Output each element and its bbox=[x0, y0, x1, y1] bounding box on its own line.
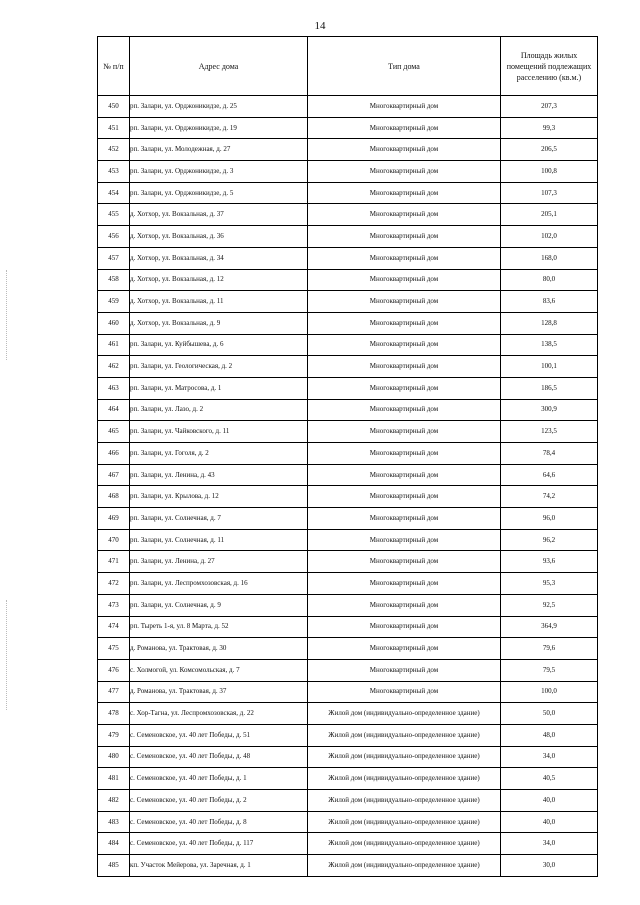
row-number: 472 bbox=[98, 573, 130, 595]
row-area: 40,0 bbox=[501, 790, 598, 812]
row-area: 100,8 bbox=[501, 161, 598, 183]
row-address: рп. Залари, ул. Молодежная, д. 27 bbox=[130, 139, 308, 161]
row-address: д. Романова, ул. Трактовая, д. 37 bbox=[130, 681, 308, 703]
row-house-type: Жилой дом (индивидуально-определенное здание) bbox=[308, 746, 501, 768]
table-row bbox=[98, 291, 598, 313]
row-number: 462 bbox=[98, 356, 130, 378]
row-house-type: Многоквартирный дом bbox=[308, 508, 501, 530]
row-area: 123,5 bbox=[501, 421, 598, 443]
row-number: 475 bbox=[98, 638, 130, 660]
table-row bbox=[98, 811, 598, 833]
row-area: 128,8 bbox=[501, 312, 598, 334]
row-area: 95,3 bbox=[501, 573, 598, 595]
row-house-type: Многоквартирный дом bbox=[308, 182, 501, 204]
row-house-type: Многоквартирный дом bbox=[308, 421, 501, 443]
row-number: 474 bbox=[98, 616, 130, 638]
table-row bbox=[98, 703, 598, 725]
row-number: 469 bbox=[98, 508, 130, 530]
row-number: 467 bbox=[98, 464, 130, 486]
row-house-type: Жилой дом (индивидуально-определенное здание) bbox=[308, 724, 501, 746]
row-address: д. Хотхор, ул. Вокзальная, д. 36 bbox=[130, 226, 308, 248]
table-row bbox=[98, 312, 598, 334]
row-area: 102,0 bbox=[501, 226, 598, 248]
row-address: рп. Залари, ул. Матросова, д. 1 bbox=[130, 377, 308, 399]
table-row bbox=[98, 594, 598, 616]
row-address: с. Семеновское, ул. 40 лет Победы, д. 2 bbox=[130, 790, 308, 812]
row-address: рп. Залари, ул. Орджоникидзе, д. 19 bbox=[130, 117, 308, 139]
row-house-type: Многоквартирный дом bbox=[308, 573, 501, 595]
row-number: 461 bbox=[98, 334, 130, 356]
table-row bbox=[98, 182, 598, 204]
table-row bbox=[98, 529, 598, 551]
table-row bbox=[98, 226, 598, 248]
row-house-type: Многоквартирный дом bbox=[308, 464, 501, 486]
row-area: 34,0 bbox=[501, 746, 598, 768]
row-area: 64,6 bbox=[501, 464, 598, 486]
row-house-type: Многоквартирный дом bbox=[308, 529, 501, 551]
row-house-type: Многоквартирный дом bbox=[308, 161, 501, 183]
row-number: 458 bbox=[98, 269, 130, 291]
row-house-type: Жилой дом (индивидуально-определенное здание) bbox=[308, 833, 501, 855]
row-area: 74,2 bbox=[501, 486, 598, 508]
table-row bbox=[98, 724, 598, 746]
table-row bbox=[98, 833, 598, 855]
table-row bbox=[98, 117, 598, 139]
row-number: 451 bbox=[98, 117, 130, 139]
row-number: 460 bbox=[98, 312, 130, 334]
row-address: кп. Участок Мейерова, ул. Заречная, д. 1 bbox=[130, 855, 308, 877]
row-area: 79,5 bbox=[501, 659, 598, 681]
row-number: 478 bbox=[98, 703, 130, 725]
row-number: 454 bbox=[98, 182, 130, 204]
table-row bbox=[98, 421, 598, 443]
row-address: рп. Залари, ул. Солнечная, д. 7 bbox=[130, 508, 308, 530]
row-house-type: Многоквартирный дом bbox=[308, 399, 501, 421]
table-row bbox=[98, 616, 598, 638]
table-row bbox=[98, 659, 598, 681]
row-house-type: Многоквартирный дом bbox=[308, 312, 501, 334]
row-house-type: Жилой дом (индивидуально-определенное здание) bbox=[308, 790, 501, 812]
table-row bbox=[98, 96, 598, 118]
row-house-type: Жилой дом (индивидуально-определенное здание) bbox=[308, 811, 501, 833]
row-number: 484 bbox=[98, 833, 130, 855]
row-house-type: Многоквартирный дом bbox=[308, 638, 501, 660]
row-area: 34,0 bbox=[501, 833, 598, 855]
header-address: Адрес дома bbox=[130, 37, 308, 96]
table-row bbox=[98, 790, 598, 812]
row-address: д. Романова, ул. Трактовая, д. 30 bbox=[130, 638, 308, 660]
row-house-type: Многоквартирный дом bbox=[308, 681, 501, 703]
row-house-type: Многоквартирный дом bbox=[308, 334, 501, 356]
row-address: д. Хотхор, ул. Вокзальная, д. 37 bbox=[130, 204, 308, 226]
row-area: 100,0 bbox=[501, 681, 598, 703]
row-address: с. Семеновское, ул. 40 лет Победы, д. 48 bbox=[130, 746, 308, 768]
row-house-type: Многоквартирный дом bbox=[308, 139, 501, 161]
row-area: 364,9 bbox=[501, 616, 598, 638]
row-house-type: Многоквартирный дом bbox=[308, 204, 501, 226]
row-area: 168,0 bbox=[501, 247, 598, 269]
row-address: рп. Залари, ул. Ленина, д. 43 bbox=[130, 464, 308, 486]
header-type: Тип дома bbox=[308, 37, 501, 96]
row-house-type: Многоквартирный дом bbox=[308, 96, 501, 118]
row-area: 99,3 bbox=[501, 117, 598, 139]
row-address: рп. Залари, ул. Крылова, д. 12 bbox=[130, 486, 308, 508]
row-address: д. Хотхор, ул. Вокзальная, д. 12 bbox=[130, 269, 308, 291]
row-number: 463 bbox=[98, 377, 130, 399]
scan-margin-marks-lower bbox=[6, 600, 9, 710]
row-area: 40,0 bbox=[501, 811, 598, 833]
housing-table bbox=[97, 36, 598, 877]
table-row bbox=[98, 638, 598, 660]
table-row bbox=[98, 508, 598, 530]
row-house-type: Многоквартирный дом bbox=[308, 117, 501, 139]
row-house-type: Многоквартирный дом bbox=[308, 594, 501, 616]
row-area: 80,0 bbox=[501, 269, 598, 291]
row-area: 50,0 bbox=[501, 703, 598, 725]
row-area: 79,6 bbox=[501, 638, 598, 660]
table-row bbox=[98, 247, 598, 269]
row-area: 100,1 bbox=[501, 356, 598, 378]
scan-margin-marks bbox=[6, 270, 9, 360]
table-row bbox=[98, 356, 598, 378]
row-address: рп. Залари, ул. Солнечная, д. 11 bbox=[130, 529, 308, 551]
table-header bbox=[98, 37, 598, 96]
row-number: 476 bbox=[98, 659, 130, 681]
table-row bbox=[98, 443, 598, 465]
row-address: рп. Залари, ул. Куйбышева, д. 6 bbox=[130, 334, 308, 356]
row-house-type: Многоквартирный дом bbox=[308, 356, 501, 378]
row-address: с. Семеновское, ул. 40 лет Победы, д. 51 bbox=[130, 724, 308, 746]
row-number: 455 bbox=[98, 204, 130, 226]
row-number: 452 bbox=[98, 139, 130, 161]
row-house-type: Многоквартирный дом bbox=[308, 486, 501, 508]
row-number: 480 bbox=[98, 746, 130, 768]
row-address: рп. Залари, ул. Орджоникидзе, д. 5 bbox=[130, 182, 308, 204]
row-house-type: Многоквартирный дом bbox=[308, 247, 501, 269]
row-address: рп. Залари, ул. Ленина, д. 27 bbox=[130, 551, 308, 573]
header-area: Площадь жилых помещений подлежащих расселению (кв.м.) bbox=[501, 37, 598, 96]
row-area: 205,1 bbox=[501, 204, 598, 226]
row-address: с. Семеновское, ул. 40 лет Победы, д. 1 bbox=[130, 768, 308, 790]
row-area: 30,0 bbox=[501, 855, 598, 877]
row-number: 453 bbox=[98, 161, 130, 183]
row-address: д. Хотхор, ул. Вокзальная, д. 34 bbox=[130, 247, 308, 269]
row-number: 479 bbox=[98, 724, 130, 746]
row-area: 206,5 bbox=[501, 139, 598, 161]
row-number: 465 bbox=[98, 421, 130, 443]
row-address: с. Хор-Тагна, ул. Леспромхозовская, д. 22 bbox=[130, 703, 308, 725]
row-address: с. Холмогой, ул. Комсомольская, д. 7 bbox=[130, 659, 308, 681]
table-row bbox=[98, 464, 598, 486]
row-house-type: Многоквартирный дом bbox=[308, 291, 501, 313]
row-area: 300,9 bbox=[501, 399, 598, 421]
table-row bbox=[98, 551, 598, 573]
table-row bbox=[98, 855, 598, 877]
row-area: 96,2 bbox=[501, 529, 598, 551]
row-number: 481 bbox=[98, 768, 130, 790]
row-number: 466 bbox=[98, 443, 130, 465]
row-address: рп. Залари, ул. Солнечная, д. 9 bbox=[130, 594, 308, 616]
row-area: 83,6 bbox=[501, 291, 598, 313]
table-body bbox=[98, 96, 598, 877]
row-number: 464 bbox=[98, 399, 130, 421]
row-number: 471 bbox=[98, 551, 130, 573]
row-address: рп. Залари, ул. Орджоникидзе, д. 25 bbox=[130, 96, 308, 118]
table-row bbox=[98, 399, 598, 421]
row-house-type: Многоквартирный дом bbox=[308, 551, 501, 573]
row-area: 96,0 bbox=[501, 508, 598, 530]
row-area: 40,5 bbox=[501, 768, 598, 790]
table-row bbox=[98, 139, 598, 161]
row-address: рп. Залари, ул. Лазо, д. 2 bbox=[130, 399, 308, 421]
row-number: 473 bbox=[98, 594, 130, 616]
row-number: 483 bbox=[98, 811, 130, 833]
row-address: рп. Залари, ул. Геологическая, д. 2 bbox=[130, 356, 308, 378]
row-house-type: Многоквартирный дом bbox=[308, 616, 501, 638]
table-row bbox=[98, 486, 598, 508]
row-house-type: Многоквартирный дом bbox=[308, 226, 501, 248]
table-row bbox=[98, 161, 598, 183]
row-address: с. Семеновское, ул. 40 лет Победы, д. 117 bbox=[130, 833, 308, 855]
row-address: рп. Залари, ул. Чайковского, д. 11 bbox=[130, 421, 308, 443]
row-number: 457 bbox=[98, 247, 130, 269]
row-address: д. Хотхор, ул. Вокзальная, д. 11 bbox=[130, 291, 308, 313]
table-row bbox=[98, 269, 598, 291]
row-area: 78,4 bbox=[501, 443, 598, 465]
row-area: 107,3 bbox=[501, 182, 598, 204]
table-row bbox=[98, 377, 598, 399]
row-area: 92,5 bbox=[501, 594, 598, 616]
row-number: 468 bbox=[98, 486, 130, 508]
table-row bbox=[98, 768, 598, 790]
table-row bbox=[98, 204, 598, 226]
row-number: 482 bbox=[98, 790, 130, 812]
row-area: 93,6 bbox=[501, 551, 598, 573]
row-house-type: Жилой дом (индивидуально-определенное здание) bbox=[308, 703, 501, 725]
row-number: 477 bbox=[98, 681, 130, 703]
row-number: 470 bbox=[98, 529, 130, 551]
table-row bbox=[98, 334, 598, 356]
row-address: рп. Залари, ул. Орджоникидзе, д. 3 bbox=[130, 161, 308, 183]
row-house-type: Многоквартирный дом bbox=[308, 443, 501, 465]
row-area: 207,3 bbox=[501, 96, 598, 118]
row-address: д. Хотхор, ул. Вокзальная, д. 9 bbox=[130, 312, 308, 334]
table-row bbox=[98, 573, 598, 595]
row-address: с. Семеновское, ул. 40 лет Победы, д. 8 bbox=[130, 811, 308, 833]
page-number: 14 bbox=[314, 20, 326, 32]
row-number: 450 bbox=[98, 96, 130, 118]
row-number: 456 bbox=[98, 226, 130, 248]
row-address: рп. Залари, ул. Леспромхозовская, д. 16 bbox=[130, 573, 308, 595]
row-address: рп. Тыреть 1-я, ул. 8 Марта, д. 52 bbox=[130, 616, 308, 638]
row-house-type: Жилой дом (индивидуально-определенное здание) bbox=[308, 855, 501, 877]
header-num: № п/п bbox=[98, 37, 130, 96]
row-house-type: Многоквартирный дом bbox=[308, 659, 501, 681]
table-row bbox=[98, 681, 598, 703]
row-area: 186,5 bbox=[501, 377, 598, 399]
row-number: 485 bbox=[98, 855, 130, 877]
table-row bbox=[98, 746, 598, 768]
row-address: рп. Залари, ул. Гоголя, д. 2 bbox=[130, 443, 308, 465]
row-area: 48,0 bbox=[501, 724, 598, 746]
row-house-type: Жилой дом (индивидуально-определенное здание) bbox=[308, 768, 501, 790]
row-number: 459 bbox=[98, 291, 130, 313]
row-house-type: Многоквартирный дом bbox=[308, 377, 501, 399]
row-house-type: Многоквартирный дом bbox=[308, 269, 501, 291]
row-area: 138,5 bbox=[501, 334, 598, 356]
